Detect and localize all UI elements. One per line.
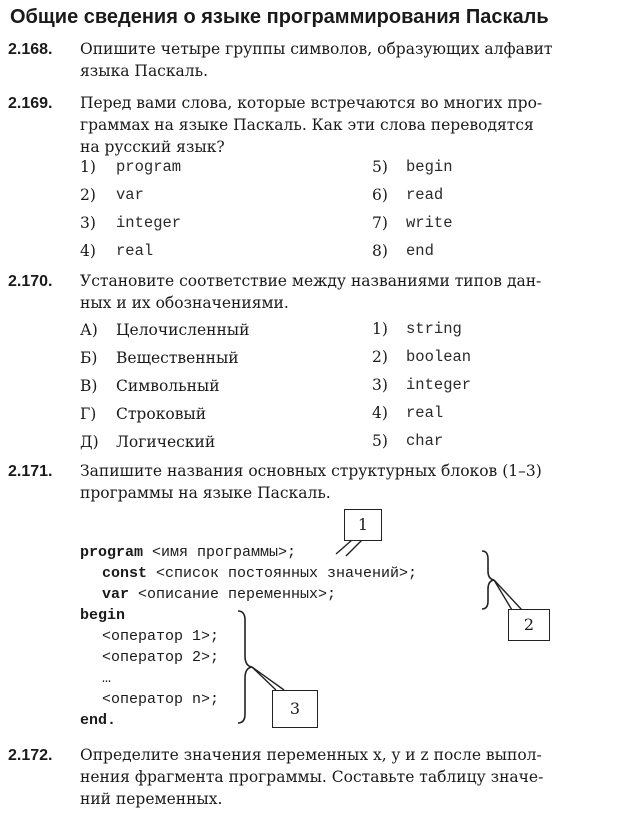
exercise-text: Перед вами слова, которые встречаются во многих про- — [80, 94, 543, 112]
code-line: <оператор 2>; — [102, 649, 220, 666]
exercise-text: нения фрагмента программы. Составьте таблицу значе- — [80, 768, 544, 786]
list-item-number: 1) — [372, 320, 388, 338]
list-item-word: var — [116, 186, 144, 204]
list-item-number: 8) — [372, 242, 388, 260]
list-item-word: boolean — [406, 348, 472, 366]
list-item-number: 1) — [80, 158, 96, 176]
code-text: <список постоянных значений>; — [147, 565, 418, 582]
exercise-number: 2.169. — [8, 95, 53, 112]
list-item-number: 7) — [372, 214, 388, 232]
callout-box-1: 1 — [344, 509, 382, 541]
exercise-number: 2.168. — [8, 41, 53, 58]
exercise-text: ний переменных. — [80, 790, 223, 808]
list-item-letter: В) — [80, 377, 98, 395]
code-keyword: begin — [80, 607, 126, 624]
exercise-text: Установите соответствие между названиями типов дан- — [80, 272, 542, 290]
exercise-number: 2.171. — [8, 463, 53, 480]
code-keyword: const — [102, 565, 148, 582]
list-item-word: char — [406, 432, 444, 450]
list-item-number: 5) — [372, 158, 388, 176]
list-item-number: 2) — [372, 348, 388, 366]
list-item-letter: Г) — [80, 405, 97, 423]
list-item-word: integer — [406, 376, 472, 394]
list-item-word: program — [116, 158, 182, 176]
exercise-number: 2.170. — [8, 273, 53, 290]
page-title: Общие сведения о языке программирования Паскаль — [10, 6, 549, 28]
list-item-number: 5) — [372, 432, 388, 450]
list-item-word: write — [406, 214, 453, 232]
list-item-word: begin — [406, 158, 453, 176]
callout-box-2: 2 — [508, 609, 550, 641]
list-item-word: Вещественный — [116, 349, 239, 367]
list-item-word: Логический — [116, 433, 216, 451]
exercise-text: граммах на языке Паскаль. Как эти слова переводятся — [80, 116, 534, 134]
exercise-text: ных и их обозначениями. — [80, 294, 289, 312]
code-keyword: var — [102, 586, 130, 603]
list-item-word: Целочисленный — [116, 321, 250, 339]
code-text: <имя программы>; — [143, 544, 297, 561]
callout-box-3: 3 — [272, 690, 318, 728]
list-item-word: integer — [116, 214, 182, 232]
code-text: <описание переменных>; — [129, 586, 337, 603]
code-keyword: program — [80, 544, 144, 561]
code-line: <оператор 1>; — [102, 628, 220, 645]
list-item-word: real — [116, 242, 154, 260]
list-item-number: 3) — [80, 214, 96, 232]
list-item-word: Символьный — [116, 377, 220, 395]
list-item-number: 6) — [372, 186, 388, 204]
list-item-word: read — [406, 186, 444, 204]
exercise-text: языка Паскаль. — [80, 62, 209, 80]
list-item-word: real — [406, 404, 444, 422]
exercise-text: Запишите названия основных структурных блоков (1–3) — [80, 462, 542, 480]
exercise-number: 2.172. — [8, 747, 53, 764]
list-item-word: end — [406, 242, 434, 260]
list-item-number: 2) — [80, 186, 96, 204]
list-item-number: 4) — [372, 404, 388, 422]
code-line: … — [102, 670, 112, 687]
exercise-text: программы на языке Паскаль. — [80, 484, 331, 502]
exercise-text: Опишите четыре группы символов, образующих алфавит — [80, 40, 553, 58]
code-line: <оператор n>; — [102, 691, 220, 708]
exercise-text: на русский язык? — [80, 138, 225, 156]
list-item-letter: Д) — [80, 433, 99, 451]
list-item-letter: Б) — [80, 349, 98, 367]
code-keyword: end. — [80, 712, 117, 729]
list-item-word: Строковый — [116, 405, 207, 423]
list-item-letter: А) — [80, 321, 98, 339]
list-item-number: 4) — [80, 242, 96, 260]
list-item-number: 3) — [372, 376, 388, 394]
list-item-word: string — [406, 320, 462, 338]
exercise-text: Определите значения переменных x, y и z после выпол- — [80, 746, 542, 764]
